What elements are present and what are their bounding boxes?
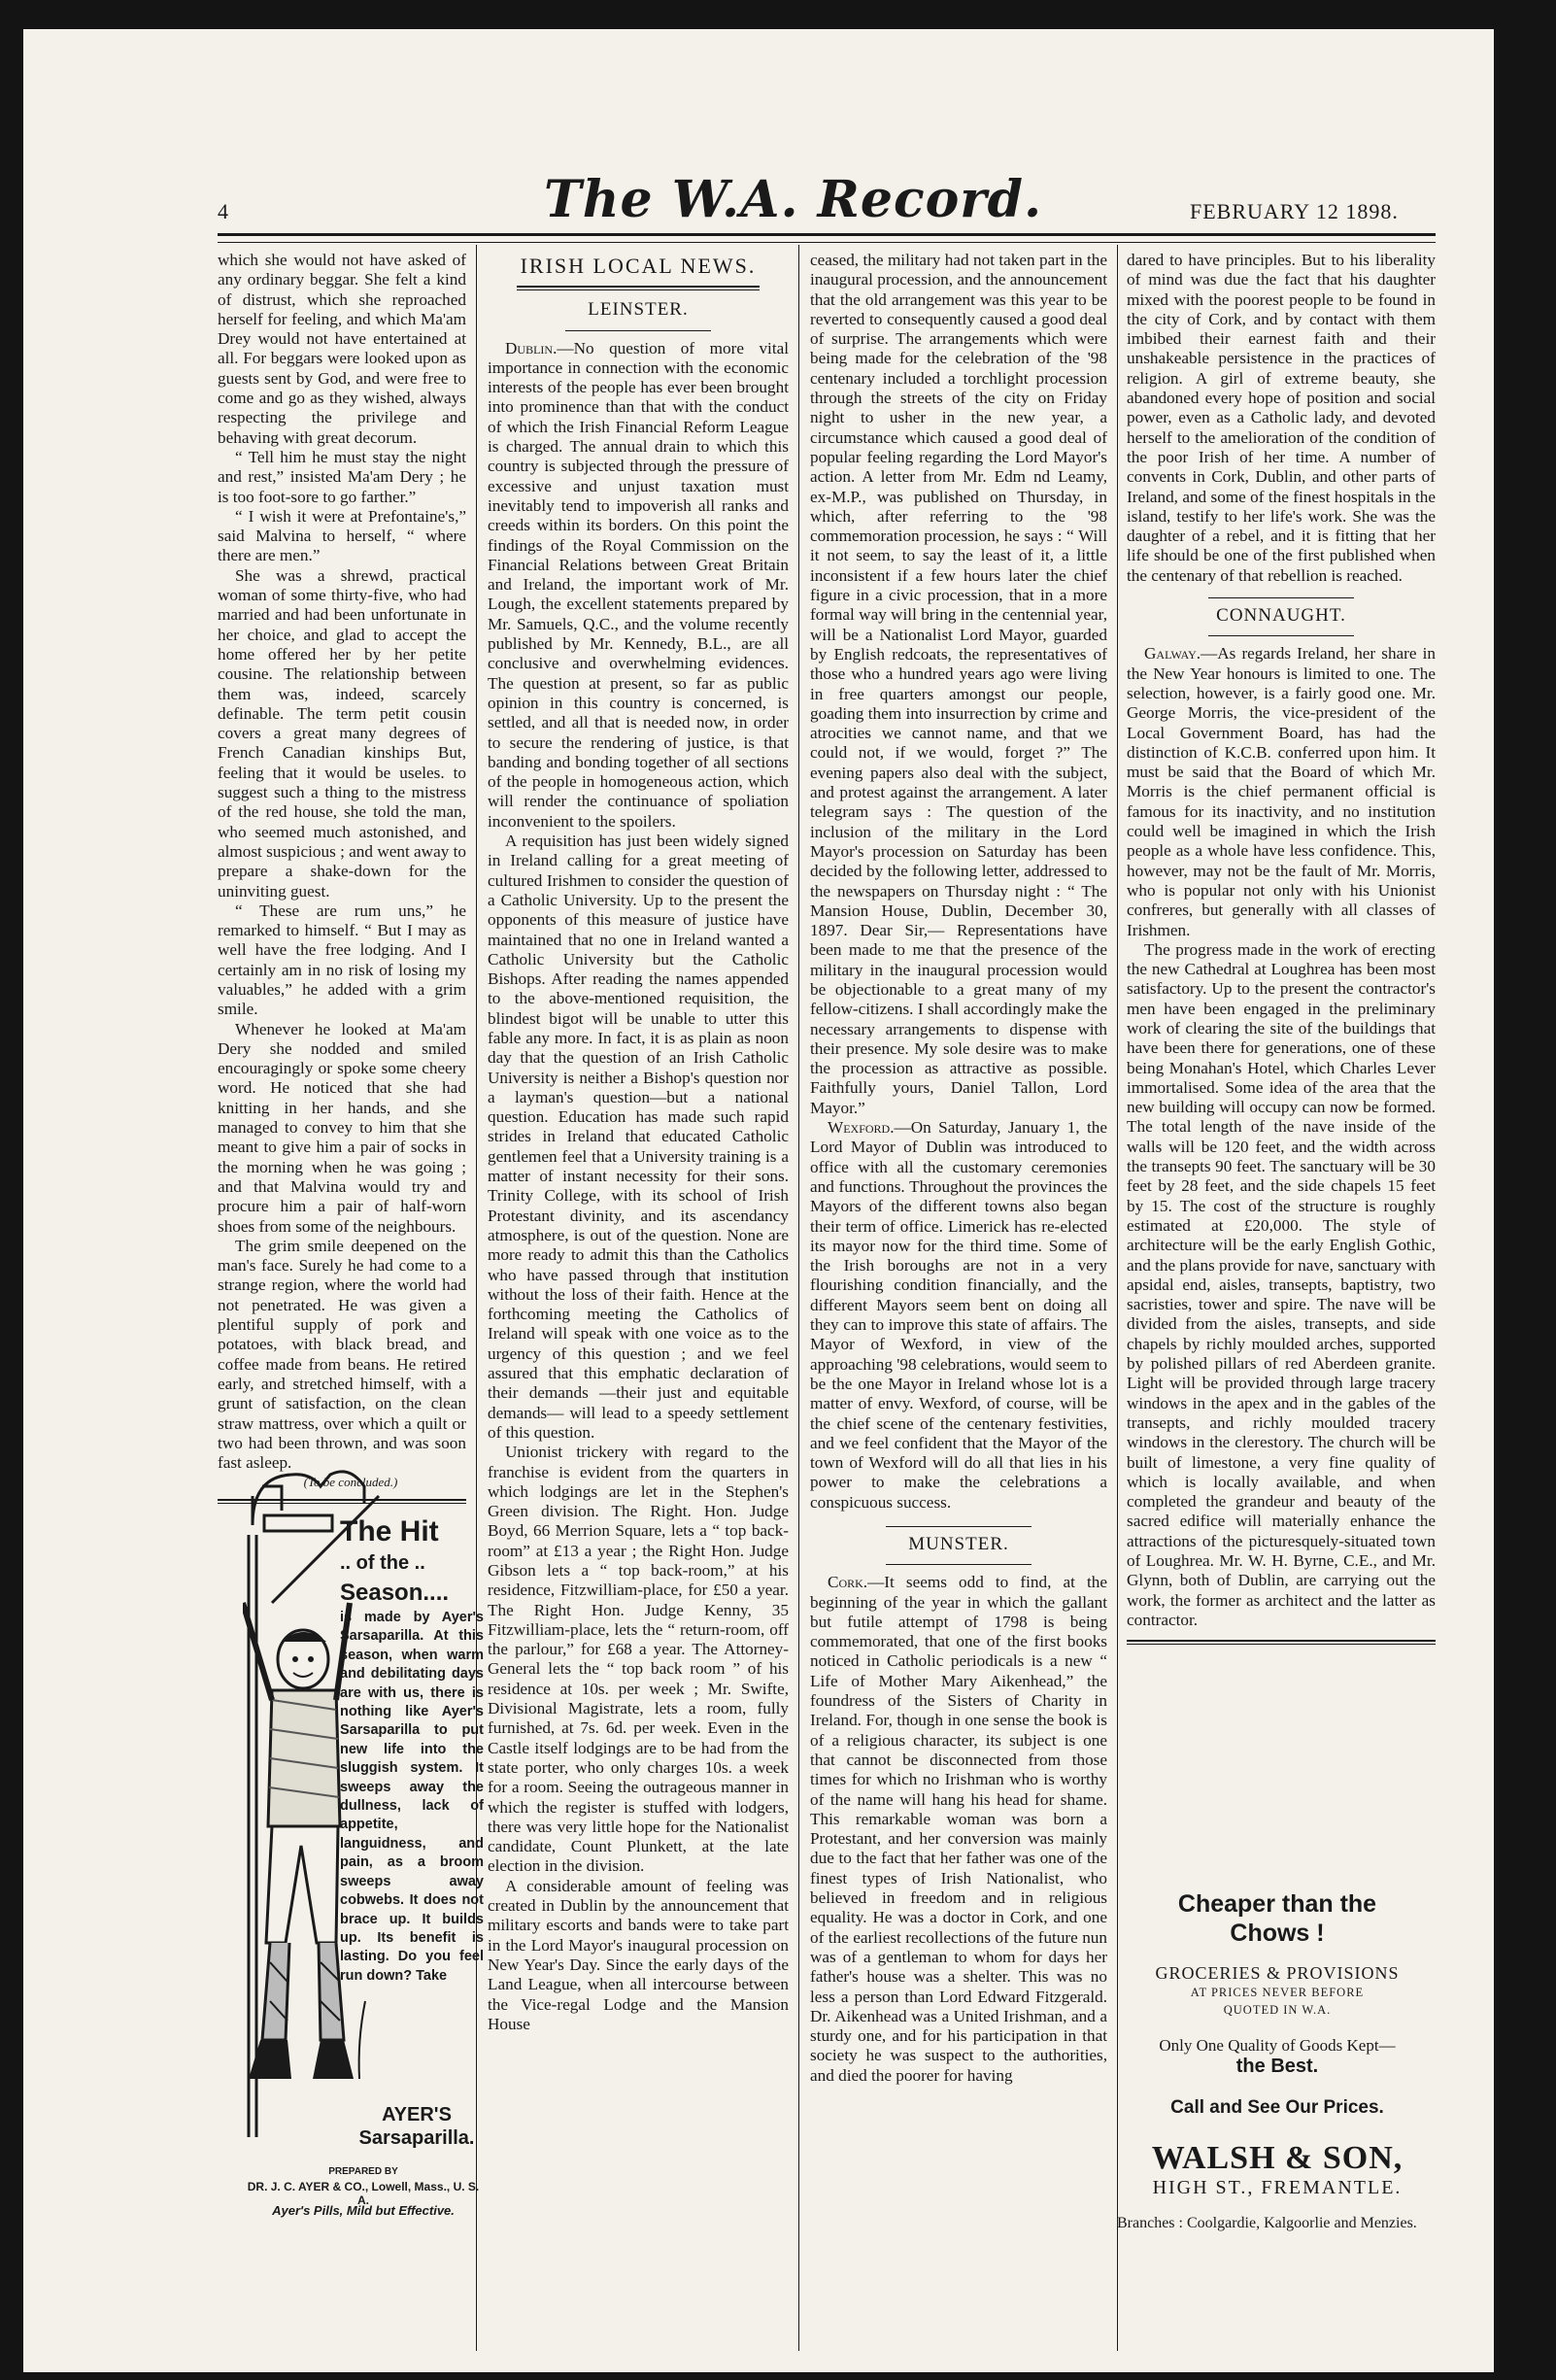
column-4 <box>1127 251 1436 1654</box>
ad-line: the Best. <box>1235 2056 1319 2077</box>
ad-address: HIGH ST., FREMANTLE. <box>1152 2177 1403 2198</box>
paragraph: dared to have principles. But to his liberality of mind was due the fact that his daughter mixed with the poorest people to be found in the city of Cork, and by contact with them imbibed their earnest faith and their unshakeable persistence in the practices of religion. A girl of extreme beauty, she abandoned every hope of position and social power, even as a Catholic lady, and devoted herself to the amelioration of the condition of the poor Irish of her time. A number of convents in Cork, Dublin, and other parts of Ireland, and some of the finest hospitals in the island, testify to her life's work. She was the daughter of a rebel, and it is fitting that her life should be one of the first published when the centenary of that rebellion is reached. <box>1127 251 1436 585</box>
ad-tagline: Ayer's Pills, Mild but Effective. <box>272 2203 455 2218</box>
brand-line: Sarsaparilla. <box>358 2127 475 2149</box>
ayers-advertisement <box>243 1457 484 2273</box>
paragraph <box>810 1573 1107 2086</box>
paragraph: She was a shrewd, practical woman of some thirty-five, who had married and had been unfortunate in her choice, and glad to accept the home offered her by her petite cousine. The relationship between them was, indeed, scarcely definable. The term petit cousin covers a great many degrees of French Canadian kinships But, feeling that it would be useles. to suggest such a thing to the mistress of the red house, she told the man, who seemed much astonished, and almost suspicious ; and went away to prepare a shake-down for the uninviting guest. <box>218 565 466 901</box>
ad-business-name: WALSH & SON, <box>1151 2140 1404 2176</box>
ad-body: is made by Ayer's Sarsaparilla. At this season, when warm and debilitating days are with us, there is nothing like Ayer's Sarsaparilla to put new life into the sluggish system. It sweeps away the dullness, lack of appetite, languidness, and pain, as a broom sweeps away cobwebs. It does not brace up. It builds up. Its benefit is lasting. Do you feel run down? Take <box>340 1610 484 1984</box>
province-heading: MUNSTER. <box>908 1534 1009 1554</box>
paragraph: The progress made in the work of erecting the new Cathedral at Loughrea has been most satisfactory. Up to the present the contractor's men have been engaged in the preliminary work of clearing the site of the buildings that have been there for generations, one of these being Monahan's Hotel, which Charles Lever immortalised. Some idea of the area that the new building will occupy can now be formed. The total length of the nave inside of the walls will be 120 feet, and the width across the transepts 90 feet. The sanctuary will be 30 feet by 28 feet, and the side chapels 15 feet by 15. The cost of the structure is roughly estimated at £20,000. The style of architecture will be the early English Gothic, and the plans provide for nave, sanctuary with apsidal end, aisles, transepts, baptistry, two sacristies, tower and spire. The nave will be divided from the aisles, transepts, and side chapels by richly moulded arches, supported by polished pillars of red Aberdeen granite. Light will be provided through large tracery windows in the apex and in the gables of the transepts, and richly moulded tracery windows in the clerestory. The church will be built of limestone, a very fine quality of which is locally available, and when completed the grandeur and beauty of the sacred edifice will materially enhance the attractions of the picturesquely-situated town of Loughrea. Mr. W. H. Byrne, C.E., and Mr. Glynn, both of Dublin, are carrying out the work, the former as architect and the latter as contractor. <box>1127 939 1436 1629</box>
ad-line: Call and See Our Prices. <box>1170 2097 1384 2118</box>
ad-brand <box>350 2103 484 2150</box>
paragraph <box>1127 644 1436 939</box>
dateline-wexford: Wexford. <box>828 1118 895 1138</box>
newspaper-title: The W.A. Record. <box>544 170 1043 229</box>
dateline-cork: Cork. <box>828 1573 868 1592</box>
paragraph-text: —No question of more vital importance in connection with the economic interests of the people has ever been brought into prominence than that with the conduct of which the Irish Financial Reform League is charged. The annual drain to which this country is subjected through the pressure of excessive and unjust taxation must inevitably tend to impoverish all ranks and creeds within its borders. On this point the findings of the Royal Commission on the Financial Relations between Great Britain and Ireland, the important work of Mr. Lough, the excellent statements prepared by Mr. Samuels, Q.C., and the volume recently published by Mr. Kennedy, B.L., are all conclusive and overwhelming evidences. The question at present, so far as public opinion in this country is concerned, is settled, and all that is needed now, in order to secure the rendering of justice, is that banding and bonding together of all sections of the people in homogeneous action, which will render the continuance of spoliation inconvenient to the spoilers. <box>488 338 789 831</box>
paragraph: The grim smile deepened on the man's face. Surely he had come to a strange region, where the world had not penetrated. He was given a plentiful supply of pork and potatoes, with black bread, and coffee made from beans. He retired early, and stretched himself, with a grunt of satisfaction, on the clean straw mattress, over which a quilt or two had been thrown, and was soon fast asleep. <box>218 1236 466 1473</box>
heading-rule <box>886 1526 1032 1527</box>
paragraph: “ These are rum uns,” he remarked to himself. “ But I may as well have the free lodging. And I certainly am in no risk of losing my valuables,” he added with a grim smile. <box>218 901 466 1019</box>
walsh-advertisement <box>1117 1889 1438 2232</box>
ad-line: QUOTED IN W.A. <box>1223 2003 1332 2017</box>
section-heading: IRISH LOCAL NEWS. <box>520 254 757 278</box>
masthead-rule <box>218 233 1436 243</box>
brand-line: AYER'S <box>382 2104 452 2125</box>
paragraph: which she would not have asked of any ordinary beggar. She felt a kind of distrust, which she reproached herself for feeling, and which Ma'am Drey would not have entertained at all. For beggars were looked upon as guests sent by God, and were free to come and go as they wished, always respecting the privilege and behaving with great decorum. <box>218 251 466 447</box>
dateline-dublin: Dublin. <box>505 338 558 357</box>
column-1 <box>218 251 466 1510</box>
ad-branches: Branches : Coolgardie, Kalgoorlie and Menzies. <box>1117 2215 1417 2231</box>
paragraph: A considerable amount of feeling was created in Dublin by the announcement that military escorts and bands were to take part in the Lord Mayor's inaugural procession on New Year's Day. Since the early days of the Land League, when all intercourse between the Vice-regal Lodge and the Mansion House <box>488 1876 789 2033</box>
paragraph: ceased, the military had not taken part in the inaugural procession, and the announcement that the old arrangement was this year to be reverted to consequently caused a good deal of surprise. The arrangements which were being made for the celebration of the '98 centenary included a torchlight procession through the streets of the city on Friday night to usher in the new year, a circumstance which caused a good deal of popular feeling regarding the Lord Mayor's action. A letter from Mr. Edm nd Leamy, ex-M.P., was published on Thursday, in which, after referring to the '98 commemoration procession, he says : “ Will it not seem, to say the least of it, a little inconsistent if a few hours later the chief figure in a civic procession, that in a more formal way will bring in the centennial year, will be a Nationalist Lord Mayor, guarded by English redcoats, the representatives of those who a hundred years ago were living in free quarters amongst our people, goading them into insurrection by crime and atrocities we cannot name, and that we could not, if we would, forget ?” The evening papers also deal with the subject, and protest against the arrangement. A later telegram says : The question of the inclusion of the military in the Lord Mayor's procession on Saturday has been decided by the following letter, addressed to the newspapers on Thursday night : “ The Mansion House, Dublin, December 30, 1897. Dear Sir,— Representations have been made to me that the presence of the military in the inaugural procession would be objectionable to a great many of my fellow-citizens. I shall accordingly make the necessary arrangements to dispense with their presence. My sole desire was to make the procession as attractive as possible. Faithfully yours, Daniel Tallon, Lord Mayor.” <box>810 251 1107 1117</box>
ad-line: Only One Quality of Goods Kept— <box>1159 2036 1396 2055</box>
ad-headline: Chows ! <box>1230 1920 1325 1947</box>
ad-headline: The Hit <box>340 1515 439 1547</box>
ad-maker: DR. J. C. AYER & CO., Lowell, Mass., U. S. A. <box>247 2180 480 2207</box>
column-rule <box>798 245 799 2351</box>
column-3 <box>810 251 1107 2086</box>
paragraph-text: —As regards Ireland, her share in the New Year honours is limited to one. The selection, however, is a fairly good one. Mr. George Morris, the vice-president of the Local Government Board, has had the distinction of K.C.B. conferred upon him. It must be said that the Board of which Mr. Morris is the chief permanent official is famous for its inactivity, and no institution could well be imagined in which the Irish people as a whole have less confidence. This, however, may not be the fault of Mr. Morris, who is popular not only with his Unionist confreres, but generally with all classes of Irishmen. <box>1127 644 1436 939</box>
paragraph: A requisition has just been widely signed in Ireland calling for a great meeting of cultured Irishmen to consider the question of a Catholic University. Up to the present the opponents of this measure of justice have maintained that no one in Ireland wanted a Catholic University but the Catholic Bishops. After reading the names appended to the above-mentioned requisition, the blindest bigot will be unable to utter this fable any more. In fact, it is as plain as noon day that the question of an Irish Catholic University is neither a Bishop's question nor a layman's question—but a national question. Education has made such rapid strides in Ireland that educated Catholic gentlemen feel that a University training is a matter of instant necessity for their sons. Trinity College, with its school of Irish Protestant divinity, and its ascendancy atmosphere, is out of the question. None are more ready to admit this than the Catholics who have passed through that institution without the loss of their faith. Hence at the forthcoming meeting the Catholics of Ireland will speak with one voice as to the urgency of this question ; and we feel assured that this emphatic declaration of their demands —their just and equitable demands— will lead to a speedy settlement of this question. <box>488 832 789 1442</box>
ad-line: AT PRICES NEVER BEFORE <box>1190 1986 1365 1999</box>
paragraph <box>488 339 789 832</box>
to-be-concluded: (To be concluded.) <box>303 1475 398 1490</box>
issue-date: FEBRUARY 12 1898. <box>1190 199 1399 223</box>
ad-headline: Cheaper than the <box>1177 1890 1377 1918</box>
heading-rule <box>1208 597 1354 598</box>
prepared-by: PREPARED BY <box>328 2166 398 2177</box>
ad-headline: .. of the .. <box>340 1552 425 1574</box>
heading-rule <box>1208 635 1354 636</box>
ad-headline: Season.... <box>340 1580 450 1606</box>
paragraph: Unionist trickery with regard to the franchise is evident from the quarters in which lodgings are let in the Stephen's Green division. The Right. Hon. Judge Boyd, 66 Merrion Square, lets a “ top back-room” at £13 a year ; the Right Hon. Judge Gibson lets a “ top back-room,” at his residence, Fitzwilliam-place, for £50 a year. The Right Hon. Judge Kenny, 35 Fitzwilliam-place, lets the “ return-room, off the parlour,” for £68 a year. The Attorney-General lets the “ top back room ” of his residence at 10s. per week ; Mr. Swifte, Divisional Magistrate, lets a room, fully furnished, at 7s. 6d. per week. Even in the Castle itself lodgings are to be had from the state porter, who only charges 10s. a week for a room. Seeing the outrageous manner in which the register is stuffed with lodgers, there was very little hope for the Nationalist candidate, Count Plunkett, at the late election in the division. <box>488 1443 789 1876</box>
column-2 <box>488 251 789 2034</box>
paragraph <box>810 1118 1107 1513</box>
ayers-ad-copy <box>340 1515 484 1986</box>
dateline-galway: Galway. <box>1144 644 1201 663</box>
ad-line: GROCERIES & PROVISIONS <box>1155 1963 1400 1983</box>
page-number: 4 <box>218 199 228 223</box>
paragraph: “ Tell him he must stay the night and rest,” insisted Ma'am Dery ; he is too foot-sore to go farther.” <box>218 447 466 506</box>
paragraph-text: —On Saturday, January 1, the Lord Mayor of Dublin was introduced to office with all the customary ceremonies and functions. Throughout the provinces the Mayors of the different towns also began their term of office. Limerick has re-elected its mayor now for the third time. Some of the Irish boroughs are not in a very flourishing condition financially, and the different Mayors seem bent on doing all they can to improve this state of affairs. The Mayor of Wexford, in view of the approaching '98 celebrations, would seem to be the one Mayor in Ireland whose lot is a matter of envy. Wexford, of course, will be the chief scene of the centenary festivities, and we feel confident that the Mayor of the town of Wexford will do all that lies in his power to make the celebrations a conspicuous success. <box>810 1118 1107 1512</box>
paragraph: Whenever he looked at Ma'am Dery she nodded and smiled encouragingly or spoke some cheery word. He noticed that she had knitting in her hands, and she managed to convey to him that she meant to give him a pair of socks in the morning when he was going ; and that Malvina would try and procure him a pair of half-worn shoes from some of the neighbours. <box>218 1019 466 1236</box>
heading-rule <box>886 1564 1032 1565</box>
heading-rule <box>517 286 760 290</box>
province-heading: CONNAUGHT. <box>1216 605 1346 627</box>
province-heading: LEINSTER. <box>588 299 689 321</box>
story-end-rule <box>1127 1640 1436 1645</box>
heading-rule <box>565 330 711 331</box>
paragraph: “ I wish it were at Prefontaine's,” said Malvina to herself, “ where there are men.” <box>218 506 466 565</box>
paragraph-text: —It seems odd to find, at the beginning of the year in which the gallant but futile attempt of 1798 is being commemorated, that one of the first books noticed in Catholic periodicals is a new “ Life of Mother Mary Aikenhead,” the foundress of the Sisters of Charity in Ireland. For, though in one sense the book is of a religious character, its subject is one that cannot be disconnected from those times for which no Irishman who is worthy of the name will hang his head for shame. This remarkable woman was born a Protestant, and her conversion was mainly due to the fact that her father was one of the finest types of Irish Nationalist, who believed in freedom and in religious equality. He was a doctor in Cork, and one of the earliest recollections of the future nun was of a gentleman to whom for days her father's house was a shelter. This was no less a person than Lord Edward Fitzgerald. Dr. Aikenhead was a United Irishman, and a sturdy one, and for his participation in that society he was suspect to the authorities, and died the poorer for having <box>810 1573 1107 2085</box>
